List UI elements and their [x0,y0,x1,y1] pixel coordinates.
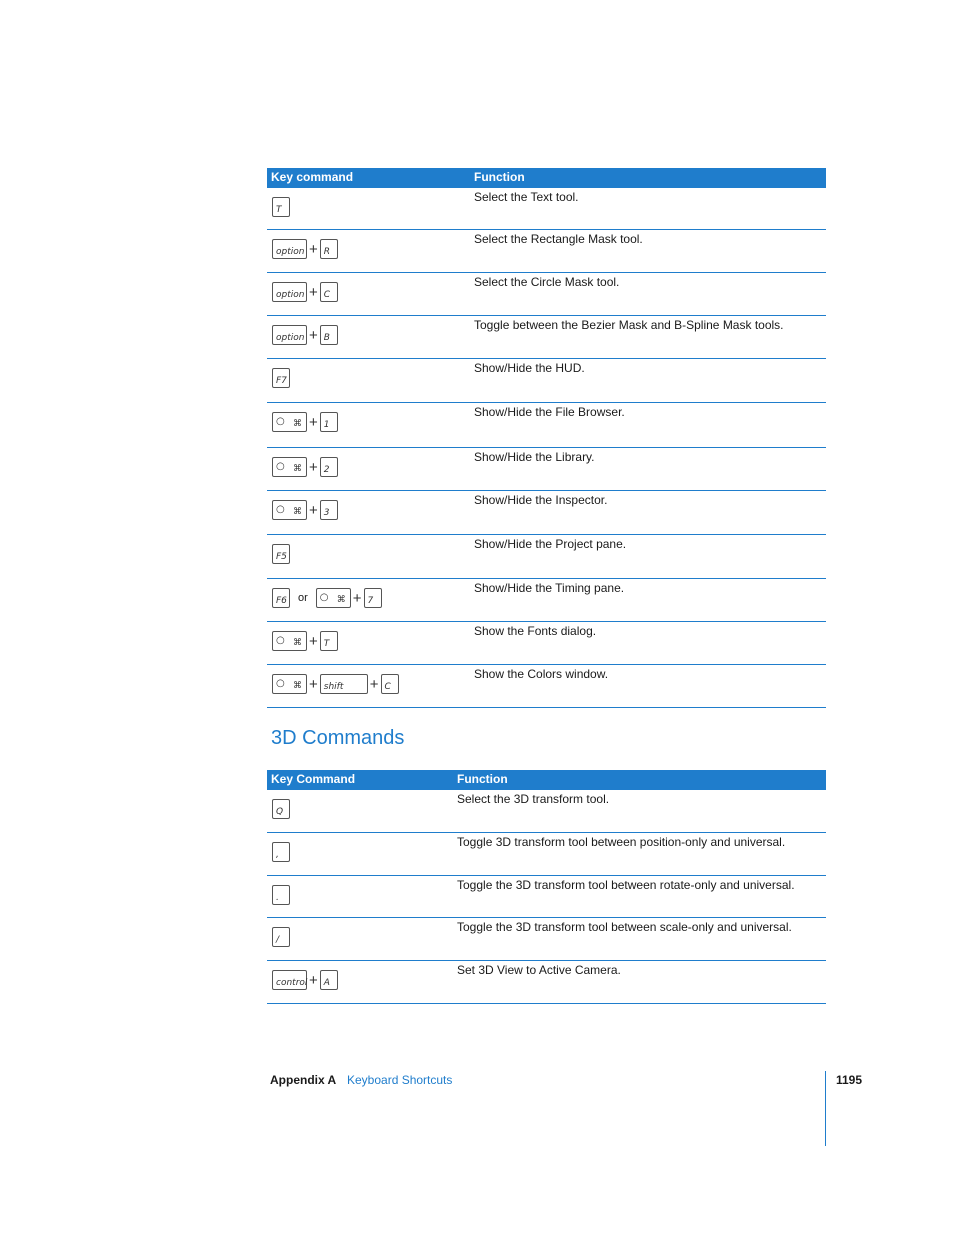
table-row [267,273,826,316]
header-function: Function [457,772,508,786]
function-cell: Toggle the 3D transform tool between scale-only and universal. [457,920,792,934]
command-symbol-icon: ⌘ [293,638,302,648]
footer-chapter-link[interactable]: Keyboard Shortcuts [347,1073,453,1087]
apple-logo-icon: ○ [319,592,329,603]
command-symbol-icon: ⌘ [293,464,302,474]
key-cap-icon [272,368,290,388]
key-label: option [276,333,305,343]
key-label: option [276,290,305,300]
table-row [267,316,826,359]
key-label: . [276,893,279,903]
command-key-icon [272,412,307,432]
function-cell: Show/Hide the Inspector. [474,493,608,507]
key-command-cell [272,239,338,259]
key-command-cell [272,970,338,990]
table-row [267,833,826,876]
key-command-cell [272,799,290,819]
key-label: B [323,333,330,343]
footer-divider [825,1071,826,1146]
key-label: C [384,682,391,692]
table-header [267,770,826,790]
plus-sign: + [309,632,318,650]
header-key-command: Key command [271,170,354,184]
command-key-icon [272,631,307,651]
key-label: T [323,639,330,649]
key-label: A [323,978,330,988]
key-cap-icon [272,588,290,608]
option-key-icon [272,325,307,345]
key-command-cell [272,282,338,302]
apple-logo-icon: ○ [276,461,285,472]
function-cell: Toggle between the Bezier Mask and B-Spline Mask tools. [474,318,784,332]
key-label: 2 [323,465,330,475]
table-row [267,448,826,491]
key-cap-icon [272,544,290,564]
command-symbol-icon: ⌘ [336,595,346,605]
key-cap-icon [272,799,290,819]
function-cell: Set 3D View to Active Camera. [457,963,621,977]
key-command-cell [272,631,338,651]
control-key-icon [272,970,307,990]
command-symbol-icon: ⌘ [293,507,302,517]
function-cell: Show/Hide the HUD. [474,361,585,375]
key-label: , [276,850,279,860]
key-label: Q [276,807,284,817]
section-title: 3D Commands [271,727,405,749]
function-cell: Show/Hide the Timing pane. [474,581,625,595]
key-command-cell [272,457,338,477]
key-command-cell [272,588,382,608]
table-row [267,918,826,961]
plus-sign: + [352,589,362,607]
key-label: shift [323,682,344,692]
key-cap-icon [320,282,338,302]
function-cell: Show the Colors window. [474,667,609,681]
key-cap-icon [320,239,338,259]
key-label: C [323,290,331,300]
command-key-icon [316,588,351,608]
key-command-cell [272,674,399,694]
table-row [267,665,826,708]
key-label: 3 [323,508,330,518]
key-cap-icon [320,412,338,432]
table-row [267,790,826,833]
page-number: 1195 [836,1073,863,1087]
apple-logo-icon: ○ [276,635,285,646]
command-symbol-icon: ⌘ [293,681,302,691]
table-row [267,579,826,622]
key-cap-icon [320,457,338,477]
plus-sign: + [309,675,318,693]
key-label: option [276,247,305,257]
key-cap-icon [272,885,290,905]
key-cap-icon [320,970,338,990]
key-cap-icon [320,631,338,651]
table-header [267,168,826,188]
footer-appendix: Appendix A [270,1073,337,1087]
plus-sign: + [309,413,318,431]
key-command-cell [272,500,338,520]
table-row [267,961,826,1004]
function-cell: Select the Rectangle Mask tool. [474,232,643,246]
plus-sign: + [309,240,318,258]
key-label: / [276,935,280,945]
shortcuts-table [267,168,826,708]
key-label: F6 [276,596,287,606]
key-command-cell [272,885,290,905]
command-key-icon [272,674,307,694]
function-cell: Select the Circle Mask tool. [474,275,620,289]
key-label: 7 [367,596,374,606]
apple-logo-icon: ○ [276,504,285,515]
table-row [267,876,826,918]
header-key-command: Key Command [271,772,356,786]
3d-commands-table [267,770,826,1004]
shift-key-icon [320,674,368,694]
key-cap-icon [320,325,338,345]
function-cell: Toggle the 3D transform tool between rotate-only and universal. [457,878,795,892]
plus-sign: + [309,971,318,989]
key-command-cell [272,544,290,564]
key-label: control [276,978,308,988]
key-label: F7 [276,376,287,386]
key-command-cell [272,927,290,947]
key-label: R [323,247,331,257]
plus-sign: + [309,501,318,519]
table-row [267,359,826,403]
plus-sign: + [369,675,379,693]
table-row [267,403,826,448]
plus-sign: + [309,283,318,301]
command-key-icon [272,500,307,520]
plus-sign: + [309,458,318,476]
key-cap-icon [272,842,290,862]
table-row [267,188,826,230]
option-key-icon [272,239,307,259]
command-symbol-icon: ⌘ [293,419,302,429]
function-cell: Show/Hide the Project pane. [474,537,627,551]
table-row [267,491,826,535]
or-label: or [298,592,308,604]
key-label: 1 [323,420,330,430]
key-command-cell [272,412,338,432]
command-key-icon [272,457,307,477]
function-cell: Select the Text tool. [474,190,579,204]
apple-logo-icon: ○ [276,416,285,427]
key-command-cell [272,197,290,217]
key-command-cell [272,325,338,345]
function-cell: Show/Hide the Library. [474,450,595,464]
option-key-icon [272,282,307,302]
plus-sign: + [309,326,318,344]
key-cap-icon [381,674,399,694]
key-cap-icon [272,927,290,947]
function-cell: Show the Fonts dialog. [474,624,597,638]
table-row [267,622,826,665]
function-cell: Show/Hide the File Browser. [474,405,625,419]
apple-logo-icon: ○ [276,678,285,689]
table-row [267,535,826,579]
key-label: T [276,205,282,215]
header-function: Function [474,170,525,184]
key-label: F5 [276,552,287,562]
key-cap-icon [320,500,338,520]
function-cell: Toggle 3D transform tool between position-only and universal. [457,835,786,849]
key-command-cell [272,368,290,388]
table-row [267,230,826,273]
function-cell: Select the 3D transform tool. [457,792,610,806]
key-cap-icon [364,588,382,608]
key-command-cell [272,842,290,862]
key-cap-icon [272,197,290,217]
